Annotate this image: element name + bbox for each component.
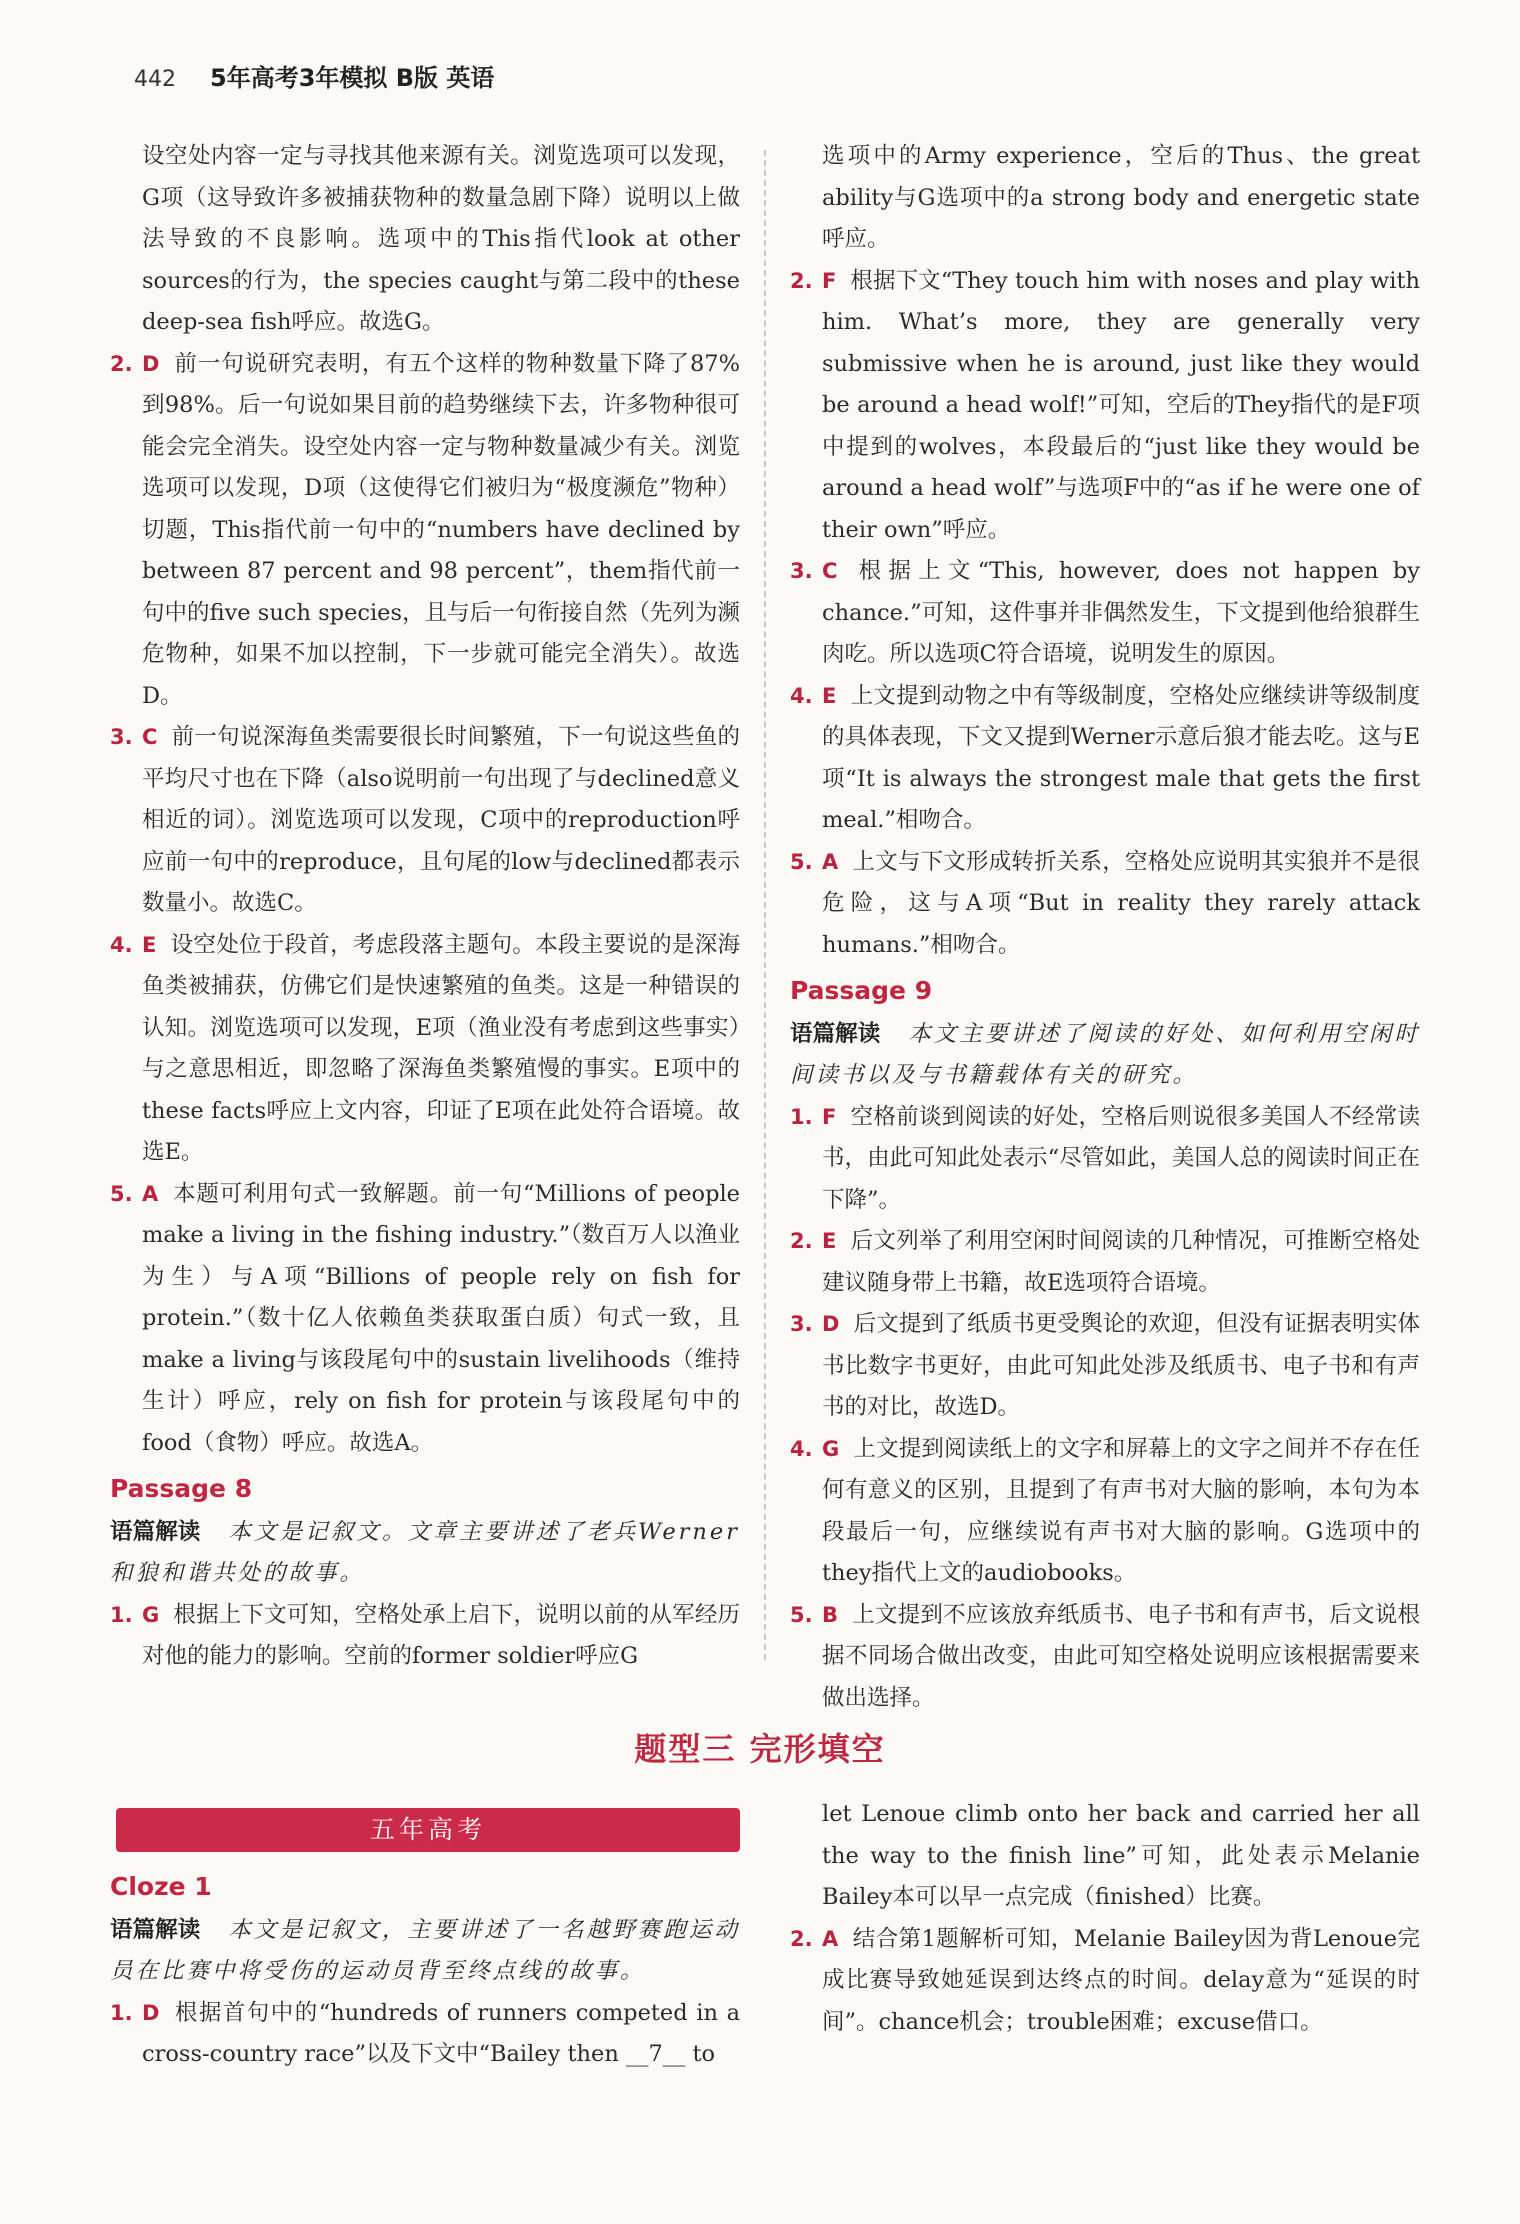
item-number: 4.	[790, 683, 813, 708]
continued-paragraph: 选项中的Army experience，空后的Thus、the great ability与G选项中的a strong body and energetic state呼应。	[822, 143, 1420, 252]
explanation-text: 根据首句中的“hundreds of runners competed in a cross-country race”以及下文中“Bailey then __7__ to	[142, 1999, 740, 2067]
item-explanation	[822, 551, 1420, 676]
answer-item	[790, 1595, 1420, 1720]
right-column-lower	[790, 1794, 1420, 2043]
summary-text: 本文是记叙文。文章主要讲述了老兵Werner和狼和谐共处的故事。	[110, 1518, 740, 1586]
answer-letter: D	[822, 1312, 840, 1336]
explanation-text: 根据上文“This, however, does not happen by chance.”可知，这件事并非偶然发生，下文提到他给狼群生肉吃。所以选项C符合语境，说明发生的原因。	[822, 558, 1420, 667]
item-number: 3.	[790, 1312, 813, 1336]
item-number: 4.	[790, 1436, 813, 1461]
explanation-text: 上文提到阅读纸上的文字和屏幕上的文字之间并不存在任何有意义的区别，且提到了有声书对大脑的影响，本句为本段最后一句，应继续说有声书对大脑的影响。G选项中的they指代上文的audiobooks。	[822, 1435, 1420, 1586]
book-title: 5年高考3年模拟 B版 英语	[210, 64, 495, 92]
item-explanation	[822, 676, 1420, 842]
answer-letter: E	[822, 683, 837, 708]
item-explanation	[142, 1595, 740, 1678]
answer-item	[110, 1174, 740, 1465]
item-number: 2.	[790, 1229, 813, 1253]
item-number: 5.	[790, 849, 813, 874]
item-explanation	[142, 717, 740, 925]
answer-item	[790, 1429, 1420, 1595]
item-number: 5.	[110, 1181, 133, 1206]
item-explanation	[142, 1174, 740, 1465]
answer-letter: C	[142, 725, 158, 749]
explanation-text: 本题可利用句式一致解题。前一句“Millions of people make a living in the fishing industry.”（数百万人以渔业为生）与A项“Billions of people rely on fish for protein.”（数十亿人依赖鱼类获取蛋白质）句式一致，且make a living与该段尾句中的sustain livelihoods（维持生计）呼应，rely on fish for protein与该段尾句中的food（食物）呼应。故选A。	[142, 1180, 740, 1456]
continued-paragraph: 设空处内容一定与寻找其他来源有关。浏览选项可以发现，G项（这导致许多被捕获物种的数量急剧下降）说明以上做法导致的不良影响。选项中的This指代look at other sources的行为，the species caught与第二段中的these deep-sea fish呼应。故选G。	[142, 143, 740, 335]
item-explanation	[142, 344, 740, 718]
answer-item	[790, 1304, 1420, 1429]
passage-heading: Passage 9	[790, 976, 933, 1005]
item-explanation	[142, 1993, 740, 2076]
item-explanation	[822, 1919, 1420, 2044]
answer-letter: D	[142, 2000, 160, 2025]
answer-item	[790, 1221, 1420, 1304]
item-number: 2.	[110, 351, 133, 376]
summary-label: 语篇解读	[790, 1020, 881, 1047]
passage-summary	[110, 1910, 740, 1993]
page-number: 442	[134, 67, 176, 92]
answer-item	[790, 261, 1420, 552]
item-number: 2.	[790, 1926, 813, 1951]
answer-letter: G	[822, 1436, 840, 1461]
explanation-text: 根据下文“They touch him with noses and play with him. What’s more, they are generally very submissive when he is around, just like they would be around a head wolf!”可知，空后的They指代的是F项中提到的wolves，本段最后的“just like they would be around a head wolf”与选项F中的“as if he were one of their own”呼应。	[822, 267, 1420, 543]
answer-item	[790, 842, 1420, 967]
left-column	[110, 136, 740, 1678]
answer-letter: F	[822, 1104, 837, 1129]
item-number: 5.	[790, 1602, 813, 1627]
answer-item	[110, 925, 740, 1174]
answer-letter: A	[822, 849, 839, 874]
answer-letter: F	[822, 268, 837, 293]
passage-summary	[110, 1512, 740, 1595]
answer-letter: G	[142, 1602, 160, 1627]
answer-item	[790, 551, 1420, 676]
item-explanation	[822, 1429, 1420, 1595]
item-number: 4.	[110, 932, 133, 957]
item-number: 1.	[790, 1104, 813, 1129]
explanation-text: 设空处位于段首，考虑段落主题句。本段主要说的是深海鱼类被捕获，仿佛它们是快速繁殖的鱼类。这是一种错误的认知。浏览选项可以发现，E项（渔业没有考虑到这些事实）与之意思相近，即忽略了深海鱼类繁殖慢的事实。E项中的these facts呼应上文内容，印证了E项在此处符合语境。故选E。	[142, 931, 740, 1165]
answer-letter: E	[142, 932, 157, 957]
explanation-text: 空格前谈到阅读的好处，空格后则说很多美国人不经常读书，由此可知此处表示“尽管如此，美国人总的阅读时间正在下降”。	[822, 1103, 1420, 1213]
item-explanation	[822, 261, 1420, 552]
answer-item	[790, 1919, 1420, 2044]
item-explanation	[822, 1097, 1420, 1222]
right-column	[790, 136, 1420, 1719]
item-explanation	[822, 1221, 1420, 1304]
summary-label: 语篇解读	[110, 1916, 201, 1943]
explanation-text: 前一句说研究表明，有五个这样的物种数量下降了87%到98%。后一句说如果目前的趋势继续下去，许多物种很可能会完全消失。设空处内容一定与物种数量减少有关。浏览选项可以发现，D项（这使得它们被归为“极度濒危”物种）切题，This指代前一句中的“numbers have declined by between 87 percent and 98 percent”，them指代前一句中的five such species，且与后一句衔接自然（先列为濒危物种，如果不加以控制，下一步就可能完全消失）。故选D。	[142, 350, 740, 709]
answer-letter: E	[822, 1229, 837, 1253]
answer-item	[110, 1595, 740, 1678]
item-explanation	[822, 1595, 1420, 1720]
summary-text: 本文主要讲述了阅读的好处、如何利用空闲时间读书以及与书籍载体有关的研究。	[790, 1020, 1420, 1088]
summary-text: 本文是记叙文，主要讲述了一名越野赛跑运动员在比赛中将受伤的运动员背至终点线的故事。	[110, 1916, 740, 1984]
item-explanation	[822, 1304, 1420, 1429]
explanation-text: 后文列举了利用空闲时间阅读的几种情况，可推断空格处建议随身带上书籍，故E选项符合语境。	[822, 1228, 1420, 1296]
explanation-text: 后文提到了纸质书更受舆论的欢迎，但没有证据表明实体书比数字书更好，由此可知此处涉及纸质书、电子书和有声书的对比，故选D。	[822, 1311, 1420, 1420]
continued-paragraph: let Lenoue climb onto her back and carried her all the way to the finish line”可知，此处表示Melanie Bailey本可以早一点完成（finished）比赛。	[822, 1801, 1420, 1910]
answer-item	[110, 344, 740, 718]
explanation-text: 根据上下文可知，空格处承上启下，说明以前的从军经历对他的能力的影响。空前的former soldier呼应G	[142, 1601, 740, 1669]
item-number: 1.	[110, 1602, 133, 1627]
explanation-text: 前一句说深海鱼类需要很长时间繁殖，下一句说这些鱼的平均尺寸也在下降（also说明前一句出现了与declined意义相近的词）。浏览选项可以发现，C项中的reproduction呼应前一句中的reproduce，且句尾的low与declined都表示数量小。故选C。	[142, 724, 740, 916]
answer-item	[790, 676, 1420, 842]
answer-letter: A	[822, 1926, 839, 1951]
column-divider	[764, 150, 766, 1660]
section-title: 题型三 完形填空	[634, 1730, 886, 1768]
page-header	[134, 58, 494, 93]
summary-label: 语篇解读	[110, 1518, 201, 1545]
passage-heading: Passage 8	[110, 1474, 253, 1503]
answer-letter: D	[142, 351, 160, 376]
answer-item	[790, 1097, 1420, 1222]
item-number: 1.	[110, 2000, 133, 2025]
item-number: 2.	[790, 268, 813, 293]
answer-letter: C	[822, 559, 838, 583]
passage-heading: Cloze 1	[110, 1872, 212, 1901]
answer-letter: A	[142, 1181, 159, 1206]
item-number: 3.	[110, 725, 133, 749]
item-number: 3.	[790, 559, 813, 583]
item-explanation	[822, 842, 1420, 967]
answer-item	[110, 717, 740, 925]
section-banner: 五年高考	[116, 1808, 740, 1852]
explanation-text: 上文提到不应该放弃纸质书、电子书和有声书，后文说根据不同场合做出改变，由此可知空格处说明应该根据需要来做出选择。	[822, 1601, 1420, 1711]
passage-summary	[790, 1014, 1420, 1097]
explanation-text: 上文与下文形成转折关系，空格处应说明其实狼并不是很危险，这与A项“But in reality they rarely attack humans.”相吻合。	[822, 848, 1420, 958]
explanation-text: 上文提到动物之中有等级制度，空格处应继续讲等级制度的具体表现，下文又提到Werner示意后狼才能去吃。这与E项“It is always the strongest male that gets the first meal.”相吻合。	[822, 682, 1420, 833]
answer-item	[110, 1993, 740, 2076]
item-explanation	[142, 925, 740, 1174]
explanation-text: 结合第1题解析可知，Melanie Bailey因为背Lenoue完成比赛导致她延误到达终点的时间。delay意为“延误的时间”。chance机会；trouble困难；excuse借口。	[822, 1925, 1420, 2035]
left-column-lower	[110, 1862, 740, 2076]
answer-letter: B	[822, 1602, 839, 1627]
